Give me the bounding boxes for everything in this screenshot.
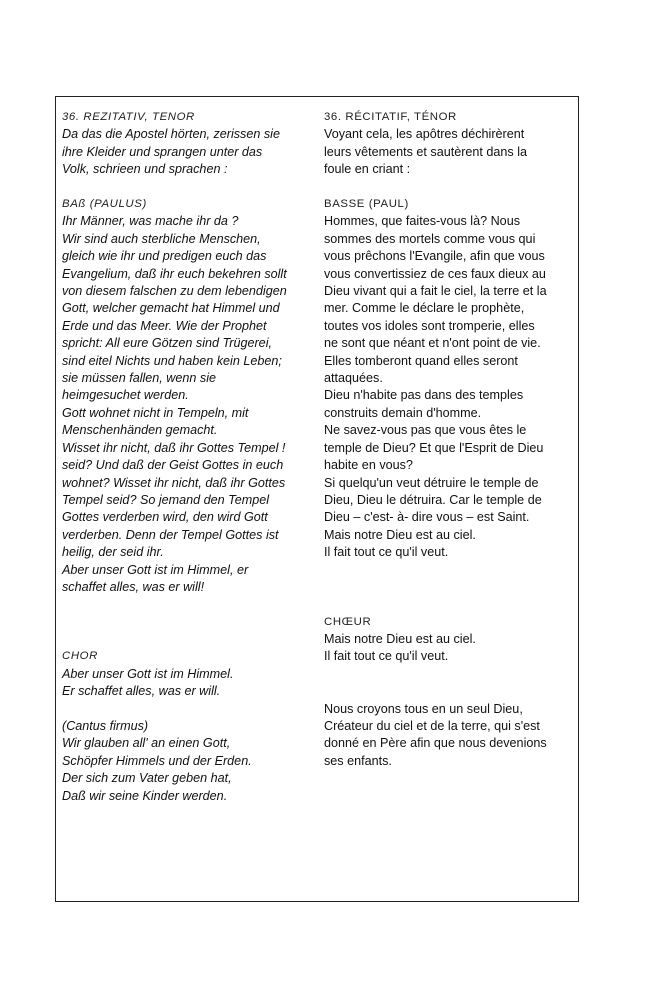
german-bass-heading: BAß (PAULUS): [62, 198, 147, 211]
text-line: Tempel seid? So jemand den Tempel: [62, 492, 269, 507]
text-line: Der sich zum Vater geben hat,: [62, 771, 232, 786]
text-line: Gottes verderben wird, den wird Gott: [62, 510, 268, 525]
text-line: Menschenhänden gemacht.: [62, 423, 218, 438]
text-line: Schöpfer Himmels und der Erden.: [62, 753, 252, 768]
text-line: seid? Und daß der Geist Gottes in euch: [62, 458, 284, 473]
text-line: Gott wohnet nicht in Tempeln, mit: [62, 405, 249, 420]
text-line: mer. Comme le déclare le prophète,: [324, 301, 525, 316]
french-column: [324, 109, 572, 770]
french-bass-lines: [324, 213, 572, 561]
text-line: Er schaffet alles, was er will.: [62, 684, 221, 699]
text-line: heimgesuchet werden.: [62, 388, 189, 403]
text-line: construits demain d'homme.: [324, 405, 482, 420]
text-line: Daß wir seine Kinder werden.: [62, 788, 228, 803]
french-cantus-lines: [324, 701, 572, 771]
text-line: sommes des mortels comme vous qui: [324, 231, 536, 246]
french-recitative-section: [324, 109, 572, 179]
text-line: verderben. Denn der Tempel Gottes ist: [62, 527, 279, 542]
text-line: temple de Dieu? Et que l'Esprit de Dieu: [324, 440, 544, 455]
german-column: [62, 109, 320, 805]
text-line: habite en vous?: [324, 458, 413, 473]
french-choir-lines: [324, 631, 572, 666]
french-choir-heading: CHŒUR: [324, 615, 372, 628]
german-bass-lines: [62, 213, 320, 596]
german-recitative-lines: [62, 126, 320, 178]
text-line: Dieu vivant qui a fait le ciel, la terre et la: [324, 284, 547, 299]
text-line: Hommes, que faites-vous là? Nous: [324, 214, 520, 229]
text-line: vous convertissiez de ces faux dieux au: [324, 266, 546, 281]
text-line: spricht: All eure Götzen sind Trügerei,: [62, 336, 272, 351]
text-line: Si quelqu'un veut détruire le temple de: [324, 475, 539, 490]
text-line: ne sont que néant et n'ont point de vie.: [324, 336, 541, 351]
text-line: Il fait tout ce qu'il veut.: [324, 649, 449, 664]
text-line: Créateur du ciel et de la terre, qui s'est: [324, 718, 540, 733]
text-line: Wisset ihr nicht, daß ihr Gottes Tempel !: [62, 440, 286, 455]
german-bass-section: [62, 196, 320, 596]
german-cantus-lines: [62, 718, 320, 805]
text-line: Wir sind auch sterbliche Menschen,: [62, 231, 261, 246]
text-line: Elles tomberont quand elles seront: [324, 353, 518, 368]
german-recitative-section: [62, 109, 320, 179]
text-line: heilig, der seid ihr.: [62, 545, 164, 560]
text-line: toutes vos idoles sont tromperie, elles: [324, 318, 535, 333]
text-line: Mais notre Dieu est au ciel.: [324, 631, 476, 646]
text-line: Gott, welcher gemacht hat Himmel und: [62, 301, 280, 316]
text-line: Il fait tout ce qu'il veut.: [324, 545, 449, 560]
text-line: Dieu – c'est- à- dire vous – est Saint.: [324, 510, 530, 525]
text-line: von diesem falschen zu dem lebendigen: [62, 284, 287, 299]
text-line: schaffet alles, was er will!: [62, 579, 205, 594]
french-bass-heading: BASSE (PAUL): [324, 198, 409, 211]
french-cantus-section: [324, 701, 572, 771]
text-line: Voyant cela, les apôtres déchirèrent: [324, 127, 525, 142]
text-line: donné en Père afin que nous devenions: [324, 736, 547, 751]
text-line: leurs vêtements et sautèrent dans la: [324, 144, 528, 159]
text-line: Mais notre Dieu est au ciel.: [324, 527, 476, 542]
text-line: ses enfants.: [324, 753, 392, 768]
text-line: gleich wie ihr und predigen euch das: [62, 249, 267, 264]
german-choir-section: [62, 648, 320, 700]
text-line: vous prêchons l'Evangile, afin que vous: [324, 249, 545, 264]
text-line: foule en criant :: [324, 162, 411, 177]
text-line: Ihr Männer, was mache ihr da ?: [62, 214, 239, 229]
text-line: attaquées.: [324, 371, 383, 386]
text-line: Ne savez-vous pas que vous êtes le: [324, 423, 527, 438]
text-line: Da das die Apostel hörten, zerissen sie: [62, 127, 280, 142]
text-line: sind eitel Nichts und haben kein Leben;: [62, 353, 282, 368]
text-line: Erde und das Meer. Wie der Prophet: [62, 318, 267, 333]
french-bass-section: [324, 196, 572, 562]
french-recitative-lines: [324, 126, 572, 178]
french-recitative-heading: 36. RÉCITATIF, TÉNOR: [324, 111, 457, 123]
text-line: (Cantus firmus): [62, 718, 149, 733]
text-line: Volk, schrieen und sprachen :: [62, 162, 228, 177]
german-cantus-section: [62, 718, 320, 805]
text-line: Wir glauben all' an einen Gott,: [62, 736, 231, 751]
text-line: Aber unser Gott ist im Himmel.: [62, 666, 234, 681]
french-choir-section: [324, 614, 572, 666]
text-line: Evangelium, daß ihr euch bekehren sollt: [62, 266, 287, 281]
text-line: Dieu, Dieu le détruira. Car le temple de: [324, 492, 542, 507]
text-line: ihre Kleider und sprangen unter das: [62, 144, 263, 159]
text-line: Nous croyons tous en un seul Dieu,: [324, 701, 523, 716]
text-line: wohnet? Wisset ihr nicht, daß ihr Gottes: [62, 475, 286, 490]
text-line: Aber unser Gott ist im Himmel, er: [62, 562, 249, 577]
german-choir-heading: CHOR: [62, 650, 98, 663]
german-recitative-heading: 36. REZITATIV, TENOR: [62, 111, 195, 123]
text-line: sie müssen fallen, wenn sie: [62, 371, 217, 386]
text-line: Dieu n'habite pas dans des temples: [324, 388, 524, 403]
german-choir-lines: [62, 666, 320, 701]
